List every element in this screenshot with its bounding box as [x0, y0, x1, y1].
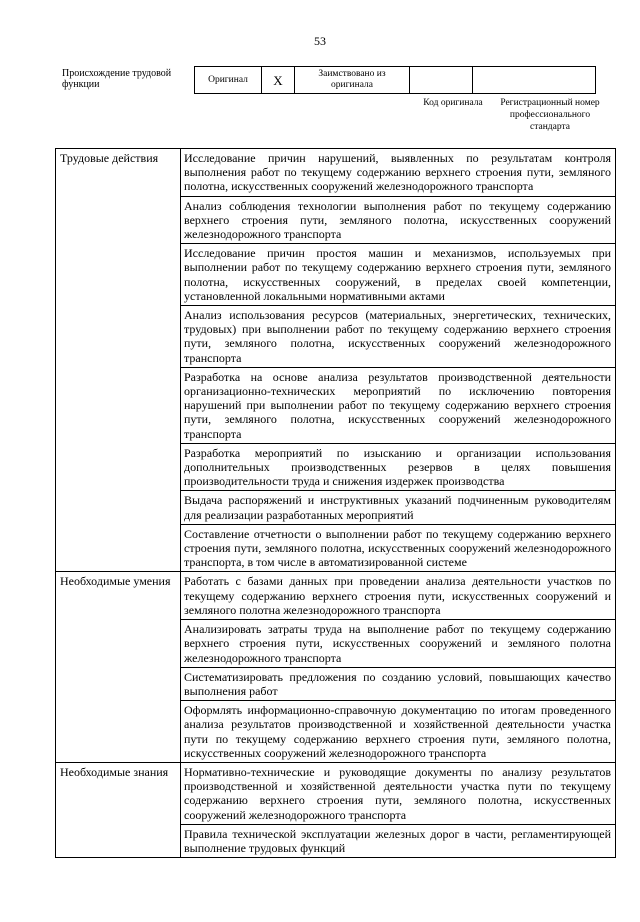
origin-original-label: Оригинал [195, 67, 262, 94]
section-item: Работать с базами данных при проведении анализа деятельности участков по текущему содержанию верхнего строения пути, искусственных сооружений и земляного полотна железнодорожного транспорта [181, 572, 616, 620]
section-title: Необходимые умения [56, 572, 181, 762]
table-row [56, 762, 616, 824]
function-table-body [56, 149, 616, 858]
code-caption: Код оригинала [423, 98, 483, 108]
section-item: Исследование причин нарушений, выявленных по результатам контроля выполнения работ по текущему содержанию верхнего строения пути, земляного полотна, искусственных сооружений железнодорожного транспорта [181, 149, 616, 197]
section-item: Анализировать затраты труда на выполнение работ по текущему содержанию верхнего строения пути, искусственных сооружений и земляного полотна железнодорожного транспорта [181, 620, 616, 668]
section-item: Анализ соблюдения технологии выполнения работ по текущему содержанию верхнего строения пути, земляного полотна, искусственных сооружений железнодорожного транспорта [181, 196, 616, 244]
origin-label: Происхождение трудовой функции [62, 68, 172, 90]
section-item: Исследование причин простоя машин и механизмов, используемых при выполнении работ по текущему содержанию верхнего строения пути, земляного полотна, искусственных сооружений, в пределах своей компетенции, установленной локальными нормативными актами [181, 244, 616, 306]
section-item: Нормативно-технические и руководящие документы по анализу результатов производственной и хозяйственной деятельности участка пути по текущему содержанию верхнего строения пути, земляного полотна, искусственных сооружений железнодорожного транспорта [181, 762, 616, 824]
origin-table [194, 66, 596, 94]
function-table [55, 148, 616, 858]
origin-code-cell [410, 67, 473, 94]
origin-reg-cell [473, 67, 596, 94]
section-title: Необходимые знания [56, 762, 181, 857]
page-number: 53 [314, 34, 326, 48]
table-row [56, 149, 616, 197]
reg-caption: Регистрационный номер профессионального стандарта [500, 98, 600, 132]
origin-borrowed-label: Заимствовано из оригинала [295, 67, 410, 94]
section-item: Оформлять информационно-справочную документацию по итогам проведенного анализа результатов производственной и хозяйственной деятельности участка пути по текущему содержанию верхнего строения пути, земляного полотна, искусственных сооружений железнодорожного транспорта [181, 701, 616, 763]
section-item: Выдача распоряжений и инструктивных указаний подчиненным руководителям для реализации разработанных мероприятий [181, 491, 616, 524]
origin-mark: X [262, 67, 295, 94]
section-item: Разработка на основе анализа результатов производственной деятельности организационно-технических мероприятий по исключению повторения нарушений при выполнении работ по текущему содержанию верхнего строения пути, земляного полотна, искусственных сооружений железнодорожного транспорта [181, 367, 616, 443]
table-row [56, 572, 616, 620]
section-item: Анализ использования ресурсов (материальных, энергетических, технических, трудовых) при выполнении работ по текущему содержанию верхнего строения пути, земляного полотна, искусственных сооружений железнодорожного транспорта [181, 306, 616, 368]
section-item: Систематизировать предложения по созданию условий, повышающих качество выполнения работ [181, 667, 616, 700]
section-item: Правила технической эксплуатации железных дорог в части, регламентирующей выполнение трудовых функций [181, 824, 616, 857]
section-item: Разработка мероприятий по изысканию и организации использования дополнительных производственных резервов в целях повышения производительности труда и снижения издержек производства [181, 443, 616, 491]
section-title: Трудовые действия [56, 149, 181, 572]
section-item: Составление отчетности о выполнении работ по текущему содержанию верхнего строения пути, земляного полотна, искусственных сооружений железнодорожного транспорта, в том числе в автоматизированной системе [181, 524, 616, 572]
